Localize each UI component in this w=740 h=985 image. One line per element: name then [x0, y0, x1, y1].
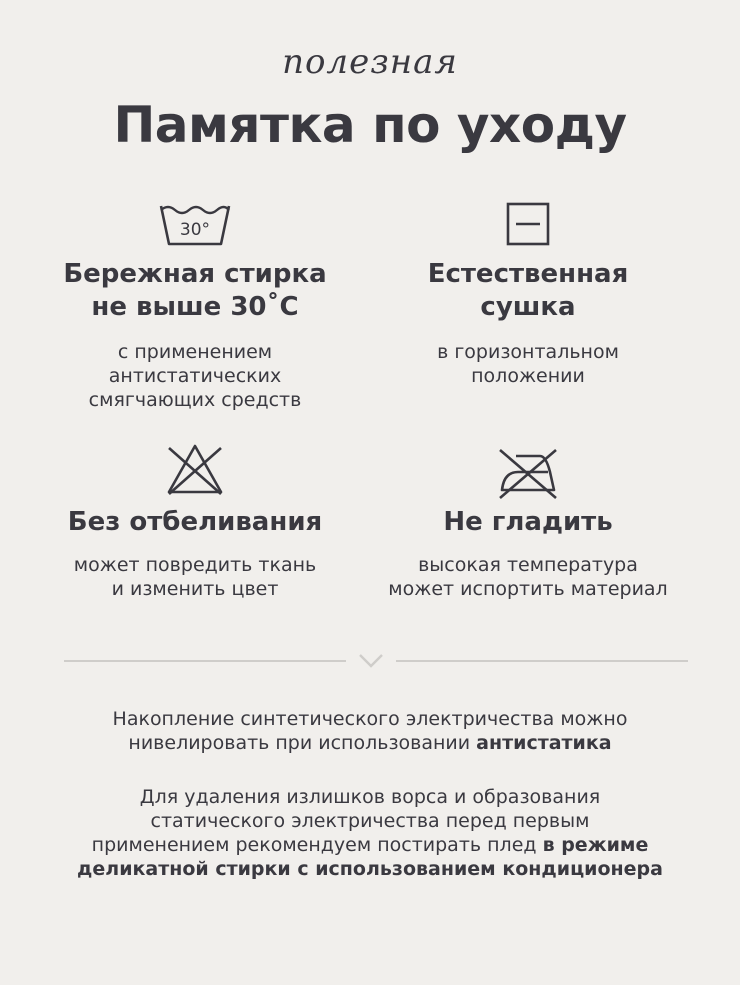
care-item-title-line: сушка [480, 292, 576, 322]
care-item-wash [10, 200, 380, 412]
care-item-desc-line: в горизонтальном [437, 341, 619, 363]
note-line: Для удаления излишков ворса и образования [139, 786, 601, 808]
care-item-desc-line: высокая температура [418, 554, 638, 576]
note-line: Накопление синтетического электричества можно [112, 708, 628, 730]
note-line: статического электричества перед первым [150, 810, 590, 832]
flat-dry-icon [504, 200, 552, 248]
care-item-no-iron [343, 442, 713, 601]
no-iron-icon [496, 442, 560, 502]
care-item-desc-line: с применением [117, 341, 273, 363]
note-emphasis: в режиме [542, 834, 649, 856]
care-item-title-line: Не гладить [443, 507, 613, 537]
care-item-desc-line: может испортить материал [388, 578, 668, 600]
note-line: нивелировать при использовании [128, 732, 477, 754]
script-heading: полезная [282, 42, 458, 82]
care-item-desc-line: и изменить цвет [111, 578, 279, 600]
care-item-dry [343, 200, 713, 388]
care-item-title-line: Без отбеливания [67, 507, 323, 537]
note-first-wash [20, 785, 720, 881]
divider-left [64, 660, 346, 662]
wash-temperature: 30° [179, 220, 211, 240]
wash-30-icon [155, 200, 235, 248]
care-item-title-line: Бережная стирка [63, 259, 327, 289]
care-item-desc-line: может повредить ткань [73, 554, 317, 576]
care-item-title-line: Естественная [427, 259, 629, 289]
note-emphasis: антистатика [476, 732, 612, 754]
care-item-desc-line: положении [471, 365, 585, 387]
page-title: Памятка по уходу [113, 96, 627, 154]
note-emphasis: деликатной стирки с использованием кондиционера [77, 858, 663, 880]
care-item-desc-line: антистатических [108, 365, 282, 387]
care-item-desc-line: смягчающих средств [88, 389, 302, 411]
divider-right [396, 660, 688, 662]
care-item-no-bleach [10, 442, 380, 601]
note-line: применением рекомендуем постирать плед [91, 834, 543, 856]
note-antistatic [40, 707, 700, 755]
no-bleach-icon [165, 442, 225, 496]
care-item-title-line: не выше 30˚С [91, 292, 299, 322]
chevron-down-icon [357, 651, 385, 671]
